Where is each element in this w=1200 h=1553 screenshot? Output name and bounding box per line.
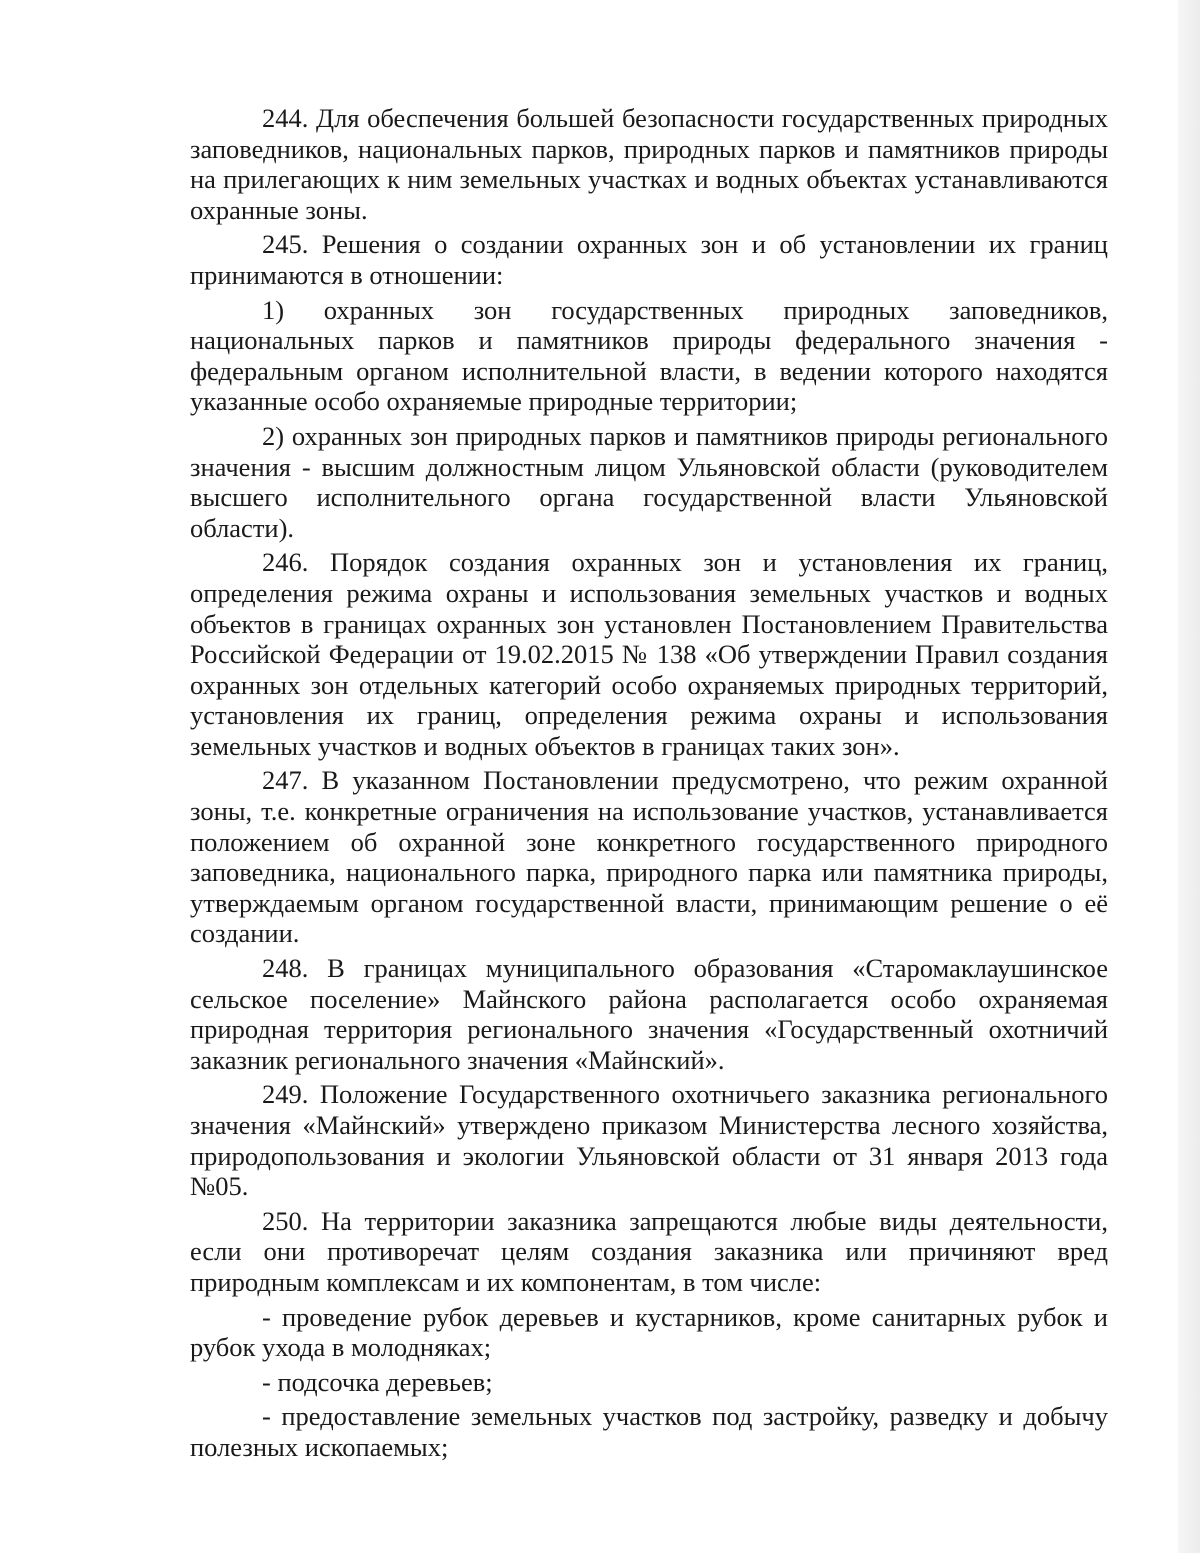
- paragraph-247: 247. В указанном Постановлении предусмотрено, что режим охранной зоны, т.е. конкретные ограничения на использование участков, устанавливается положением об охранной зоне конкретного государственного природного заповедника, национального парка, природного парка или памятника природы, утверждаемым органом государственной власти, принимающим решение о её создании.: [190, 765, 1108, 949]
- list-item-land-allocation: - предоставление земельных участков под застройку, разведку и добычу полезных ископаемых;: [190, 1401, 1108, 1462]
- paragraph-245: 245. Решения о создании охранных зон и об установлении их границ принимаются в отношении:: [190, 229, 1108, 290]
- list-item-logging: - проведение рубок деревьев и кустарников, кроме санитарных рубок и рубок ухода в молодняках;: [190, 1301, 1108, 1363]
- paragraph-250: 250. На территории заказника запрещаются любые виды деятельности, если они противоречат целям создания заказника или причиняют вред природным комплексам и их компонентам, в том числе:: [190, 1205, 1108, 1297]
- paragraph-244: 244. Для обеспечения большей безопасности государственных природных заповедников, национальных парков, природных парков и памятников природы на прилегающих к ним земельных участках и водных объектах устанавливаются охранные зоны.: [190, 103, 1108, 225]
- paragraph-245-item-1: 1) охранных зон государственных природных заповедников, национальных парков и памятников природы федерального значения - федеральным органом исполнительной власти, в ведении которого находятся указанные особо охраняемые природные территории;: [190, 294, 1108, 417]
- paragraph-248: 248. В границах муниципального образования «Старомаклаушинское сельское поселение» Майнского района располагается особо охраняемая природная территория регионального значения «Государственный охотничий заказник регионального значения «Майнский».: [190, 953, 1108, 1075]
- paragraph-246: 246. Порядок создания охранных зон и установления их границ, определения режима охраны и использования земельных участков и водных объектов в границах охранных зон установлен Постановлением Правительства Российской Федерации от 19.02.2015 № 138 «Об утверждении Правил создания охранных зон отдельных категорий особо охраняемых природных территорий, установления их границ, определения режима охраны и использования земельных участков и водных объектов в границах таких зон».: [190, 547, 1108, 761]
- scan-edge-shadow: [1178, 0, 1200, 1553]
- document-body: [190, 103, 1108, 1467]
- list-item-tapping: - подсочка деревьев;: [262, 1366, 493, 1397]
- paragraph-245-item-2: 2) охранных зон природных парков и памятников природы регионального значения - высшим должностным лицом Ульяновской области (руководителем высшего исполнительного органа государственной власти Ульяновской области).: [190, 420, 1108, 543]
- paragraph-249: 249. Положение Государственного охотничьего заказника регионального значения «Майнский» утверждено приказом Министерства лесного хозяйства, природопользования и экологии Ульяновской области от 31 января 2013 года №05.: [190, 1079, 1108, 1202]
